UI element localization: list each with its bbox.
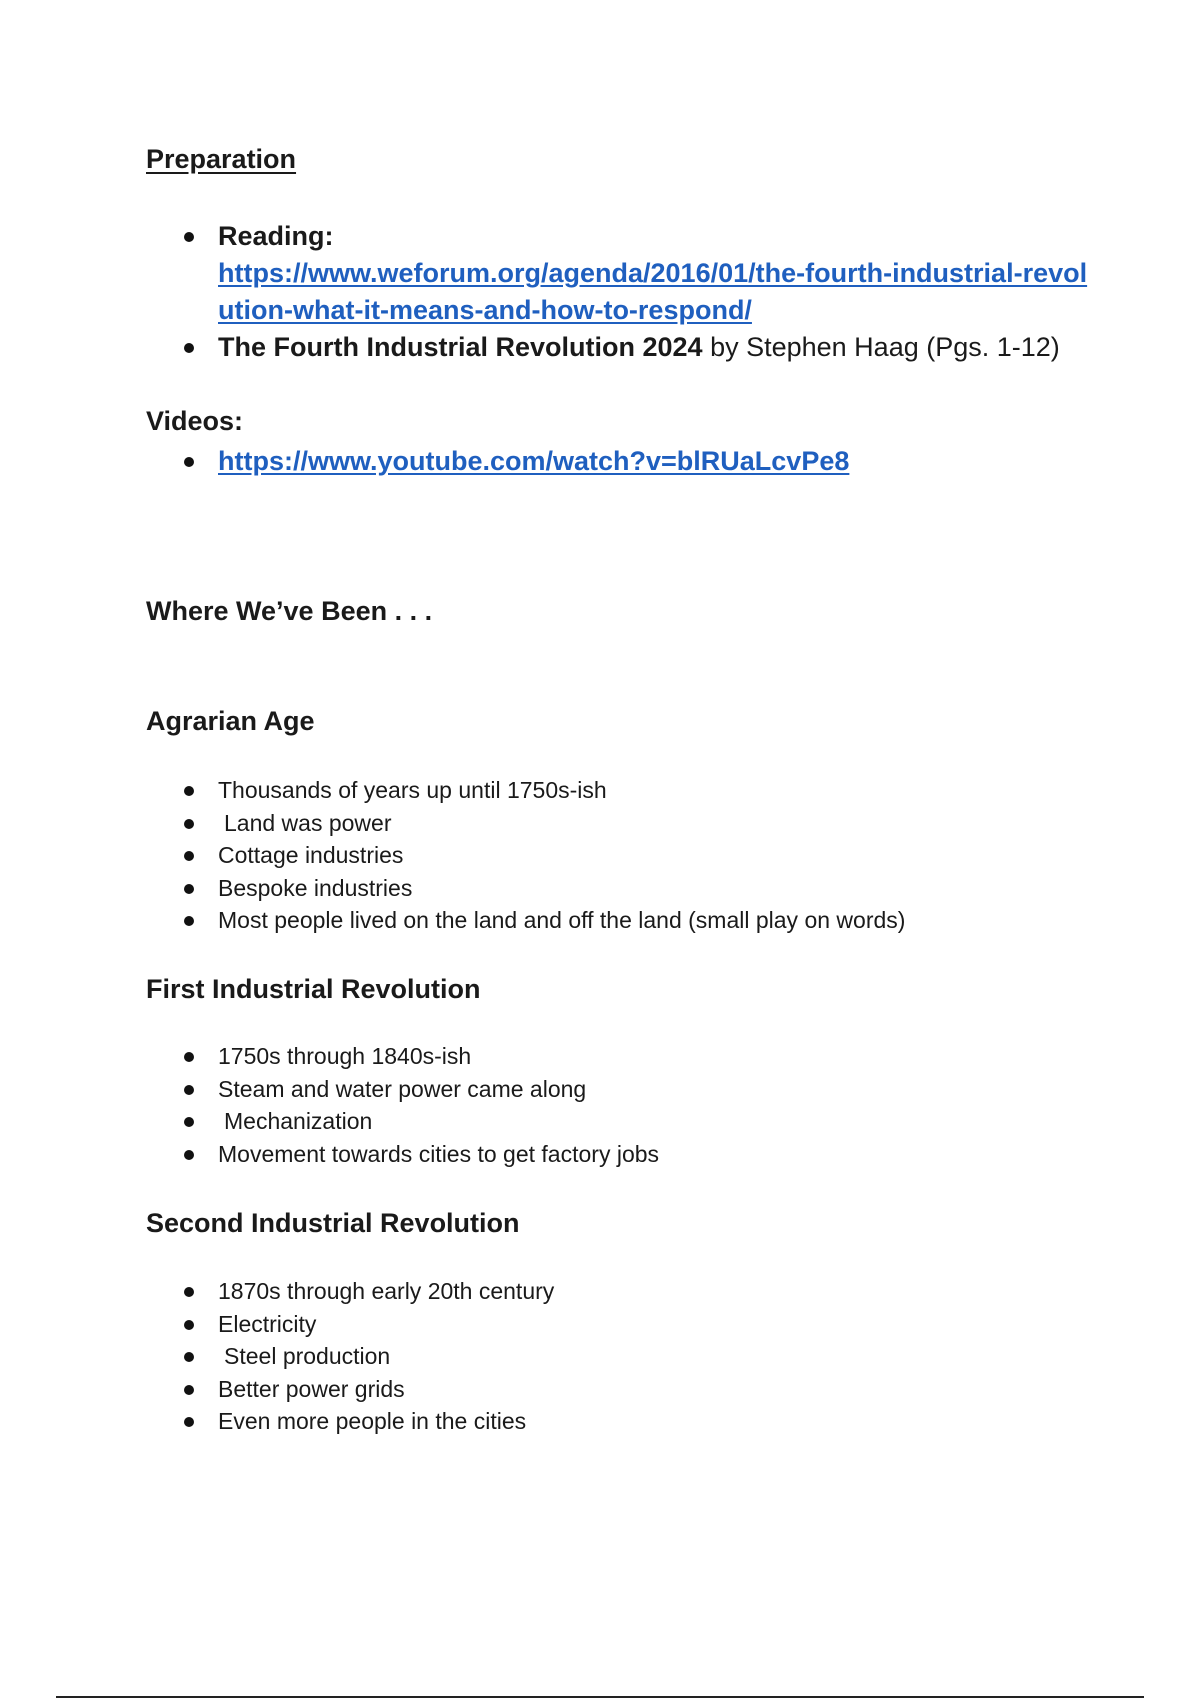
list-item: 1750s through 1840s-ish: [146, 1040, 659, 1073]
reading-link[interactable]: https://www.weforum.org/agenda/2016/01/the-fourth-industrial-revolution-what-it-means-and-how-to-respond/: [218, 258, 1088, 325]
bullet-icon: [184, 1085, 194, 1095]
agrarian-age-heading: Agrarian Age: [146, 706, 315, 736]
list-item: Land was power: [146, 807, 905, 840]
list-item: Bespoke industries: [146, 872, 905, 905]
bullet-icon: [184, 851, 194, 861]
list-item: Better power grids: [146, 1373, 554, 1406]
list-item: 1870s through early 20th century: [146, 1275, 554, 1308]
bullet-icon: [184, 1352, 194, 1362]
bullet-icon: [184, 1287, 194, 1297]
bullet-icon: [184, 1117, 194, 1127]
videos-heading: Videos:: [146, 406, 244, 436]
list-item-book: [146, 329, 1098, 366]
videos-list: [146, 443, 849, 480]
list-item: Steam and water power came along: [146, 1073, 659, 1106]
second-industrial-revolution-heading: Second Industrial Revolution: [146, 1208, 520, 1238]
preparation-list: [146, 218, 1098, 366]
list-item: Movement towards cities to get factory jobs: [146, 1138, 659, 1171]
second-industrial-revolution-list: [146, 1275, 554, 1438]
first-industrial-revolution-heading: First Industrial Revolution: [146, 974, 481, 1004]
list-item-reading: [146, 218, 1098, 329]
book-details: by Stephen Haag (Pgs. 1-12): [702, 332, 1060, 362]
list-item: Thousands of years up until 1750s-ish: [146, 774, 905, 807]
bullet-icon: [184, 1385, 194, 1395]
bullet-icon: [184, 1052, 194, 1062]
bullet-icon: [184, 1320, 194, 1330]
list-item: Even more people in the cities: [146, 1405, 554, 1438]
list-item: Steel production: [146, 1340, 554, 1373]
page-bottom-rule: [56, 1696, 1144, 1698]
reading-label: Reading:: [218, 221, 334, 251]
video-link[interactable]: https://www.youtube.com/watch?v=blRUaLcvPe8: [218, 446, 850, 476]
bullet-icon: [184, 457, 194, 467]
bullet-icon: [184, 884, 194, 894]
bullet-icon: [184, 1150, 194, 1160]
bullet-icon: [184, 916, 194, 926]
first-industrial-revolution-list: [146, 1040, 659, 1170]
bullet-icon: [184, 343, 194, 353]
bullet-icon: [184, 786, 194, 796]
list-item-video: [146, 443, 849, 480]
list-item: Cottage industries: [146, 839, 905, 872]
bullet-icon: [184, 1417, 194, 1427]
where-weve-been-heading: Where We’ve Been . . .: [146, 596, 433, 626]
list-item: Mechanization: [146, 1105, 659, 1138]
book-title: The Fourth Industrial Revolution 2024: [218, 332, 703, 362]
agrarian-age-list: [146, 774, 905, 937]
bullet-icon: [184, 819, 194, 829]
preparation-heading: Preparation: [146, 144, 297, 174]
list-item: Most people lived on the land and off the land (small play on words): [146, 904, 905, 937]
bullet-icon: [184, 232, 194, 242]
list-item: Electricity: [146, 1308, 554, 1341]
